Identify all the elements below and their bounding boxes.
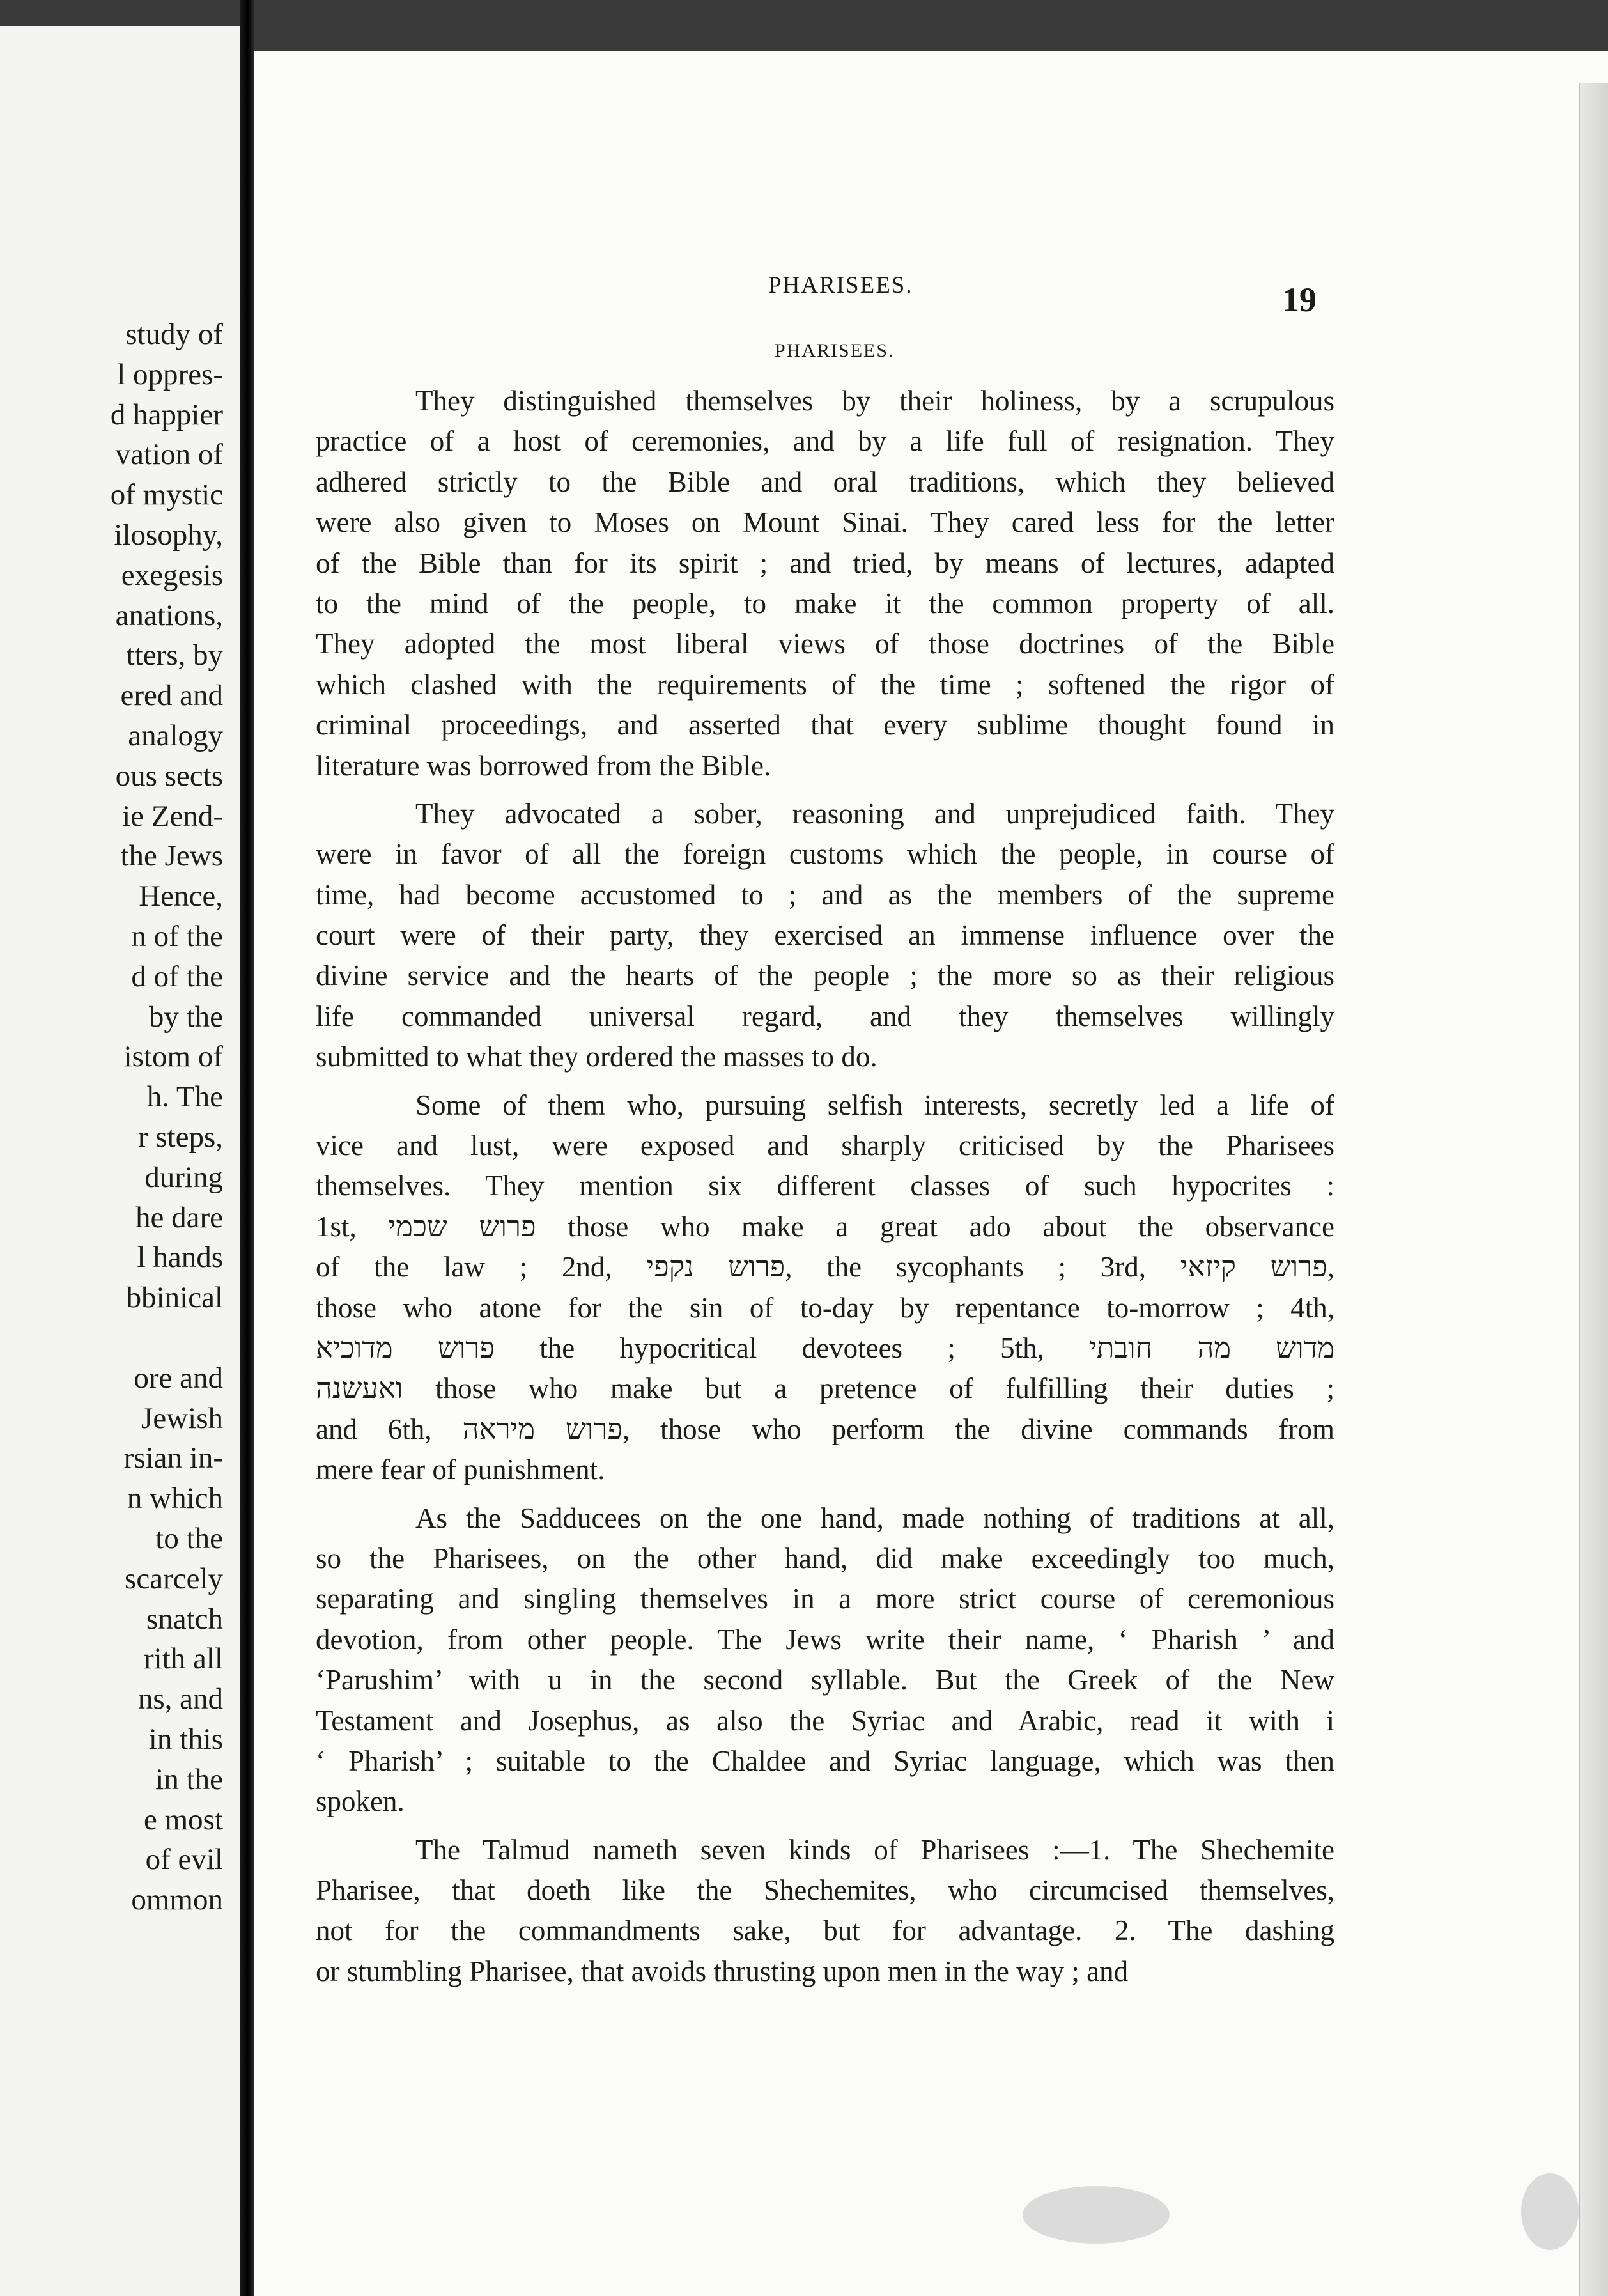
- text-line: They advocated a sober, reasoning and unprejudiced faith. They: [415, 797, 1334, 830]
- left-page-line: study of: [125, 318, 223, 351]
- text-line: ואעשנה those who make but a pretence of fulfilling their duties ;: [316, 1372, 1334, 1405]
- left-page-line: ore and: [134, 1361, 223, 1395]
- body-text: [316, 381, 1334, 1999]
- text-line: so the Pharisees, on the other hand, did make exceedingly too much,: [316, 1542, 1334, 1574]
- text-line: devotion, from other people. The Jews write their name, ‘ Pharish ’ and: [316, 1623, 1334, 1656]
- left-page-line: rith all: [144, 1642, 223, 1676]
- paragraph: [316, 1085, 1334, 1491]
- paper-stain: [1521, 2173, 1579, 2250]
- left-page-line: d happier: [110, 398, 223, 431]
- left-page-line: of mystic: [110, 478, 223, 512]
- text-line: Some of them who, pursuing selfish interests, secretly led a life of: [415, 1089, 1334, 1121]
- left-page-line: in the: [155, 1762, 223, 1796]
- page-number: 19: [1282, 281, 1317, 319]
- paper-stain: [1023, 2186, 1170, 2244]
- text-line: submitted to what they ordered the masses to do.: [316, 1041, 877, 1073]
- left-page-line: ered and: [120, 679, 223, 713]
- left-page-line: ns, and: [137, 1682, 223, 1716]
- left-page-line: ous sects: [115, 759, 223, 793]
- left-page-line: ie Zend-: [122, 799, 223, 833]
- text-line: They adopted the most liberal views of those doctrines of the Bible: [316, 628, 1334, 660]
- left-facing-page: [0, 26, 244, 2296]
- left-page-line: e most: [143, 1803, 223, 1836]
- left-page-line: in this: [148, 1723, 223, 1756]
- text-line: and 6th, פרוש מיראה, those who perform the divine commands from: [316, 1413, 1334, 1445]
- left-page-line: Jewish: [141, 1401, 223, 1435]
- text-line: not for the commandments sake, but for advantage. 2. The dashing: [316, 1914, 1334, 1947]
- text-line: of the Bible than for its spirit ; and tried, by means of lectures, adapted: [316, 547, 1334, 579]
- text-line: Pharisee, that doeth like the Shechemites, who circumcised themselves,: [316, 1874, 1334, 1907]
- left-page-line: during: [144, 1160, 223, 1194]
- text-line: פרוש מדוכיא the hypocritical devotees ; 5th, מדוש מה חובתי: [316, 1331, 1334, 1364]
- paragraph: [316, 381, 1334, 786]
- left-page-line: l hands: [137, 1241, 223, 1275]
- text-line: ‘Parushim’ with u in the second syllable. But the Greek of the New: [316, 1664, 1334, 1696]
- text-line: life commanded universal regard, and they themselves willingly: [316, 1000, 1334, 1032]
- text-line: those who atone for the sin of to-day by repentance to-morrow ; 4th,: [316, 1291, 1334, 1324]
- text-line: adhered strictly to the Bible and oral traditions, which they believed: [316, 465, 1334, 498]
- text-line: themselves. They mention six different classes of such hypocrites :: [316, 1170, 1334, 1202]
- text-line: or stumbling Pharisee, that avoids thrusting upon men in the way ; and: [316, 1955, 1129, 1987]
- paragraph: [316, 794, 1334, 1078]
- left-page-line: by the: [148, 1000, 223, 1034]
- text-line: time, had become accustomed to ; and as the members of the supreme: [316, 878, 1334, 911]
- text-line: were also given to Moses on Mount Sinai. They cared less for the letter: [316, 506, 1334, 539]
- left-page-line: r steps,: [137, 1121, 223, 1154]
- text-line: practice of a host of ceremonies, and by a life full of resignation. They: [316, 425, 1334, 458]
- page-edge: [1579, 83, 1608, 2296]
- left-page-line: of evil: [145, 1843, 223, 1877]
- text-line: of the law ; 2nd, פרוש נקפי, the sycophants ; 3rd, פרוש קיזאי,: [316, 1251, 1335, 1284]
- left-page-line: he dare: [135, 1200, 223, 1234]
- text-line: 1st, פרוש שכמי those who make a great ado about the observance: [316, 1210, 1335, 1243]
- text-line: Testament and Josephus, as also the Syriac and Arabic, read it with i: [316, 1704, 1334, 1737]
- left-page-line: bbinical: [126, 1281, 223, 1315]
- left-page-line: analogy: [128, 719, 223, 752]
- left-page-line: scarcely: [125, 1562, 223, 1595]
- text-line: vice and lust, were exposed and sharply criticised by the Pharisees: [316, 1129, 1334, 1162]
- text-line: divine service and the hearts of the people ; the more so as their religious: [316, 959, 1334, 992]
- text-line: The Talmud nameth seven kinds of Pharisees :—1. The Shechemite: [415, 1833, 1334, 1866]
- left-page-line: h. The: [146, 1080, 223, 1114]
- text-line: literature was borrowed from the Bible.: [316, 749, 771, 782]
- left-page-line: ilosophy,: [114, 518, 223, 552]
- paragraph: [316, 1498, 1334, 1822]
- left-page-line: istom of: [123, 1040, 223, 1074]
- left-page-line: snatch: [146, 1602, 223, 1636]
- left-page-line: anations,: [115, 598, 223, 632]
- left-page-line: rsian in-: [123, 1441, 223, 1475]
- text-line: ‘ Pharish’ ; suitable to the Chaldee and Syriac language, which was then: [316, 1744, 1334, 1777]
- text-line: were in favor of all the foreign customs which the people, in course of: [316, 838, 1334, 871]
- section-heading: PHARISEES.: [775, 340, 895, 361]
- left-page-line: vation of: [115, 438, 223, 472]
- text-line: separating and singling themselves in a more strict course of ceremonious: [316, 1583, 1334, 1615]
- left-page-line: ommon: [131, 1883, 223, 1917]
- left-page-line: n which: [127, 1482, 223, 1516]
- text-line: mere fear of punishment.: [316, 1454, 605, 1486]
- left-page-line: d of the: [131, 959, 223, 993]
- running-head: PHARISEES.: [768, 272, 913, 299]
- book-gutter: [240, 0, 254, 2296]
- text-line: As the Sadducees on the one hand, made nothing of traditions at all,: [415, 1501, 1334, 1534]
- text-line: criminal proceedings, and asserted that every sublime thought found in: [316, 709, 1334, 741]
- paragraph: [316, 1830, 1334, 1992]
- text-line: which clashed with the requirements of the time ; softened the rigor of: [316, 668, 1334, 701]
- text-line: spoken.: [316, 1785, 405, 1818]
- text-line: court were of their party, they exercised an immense influence over the: [316, 919, 1334, 952]
- left-page-line: exegesis: [121, 558, 223, 592]
- text-line: They distinguished themselves by their holiness, by a scrupulous: [415, 385, 1334, 417]
- left-page-line: tters, by: [126, 639, 223, 672]
- left-page-line: l oppres-: [117, 357, 223, 391]
- text-line: to the mind of the people, to make it the common property of all.: [316, 587, 1334, 619]
- left-page-line: Hence,: [139, 880, 223, 913]
- left-page-line: to the: [155, 1522, 223, 1555]
- left-page-line: n of the: [131, 920, 223, 953]
- left-page-line: the Jews: [120, 839, 223, 873]
